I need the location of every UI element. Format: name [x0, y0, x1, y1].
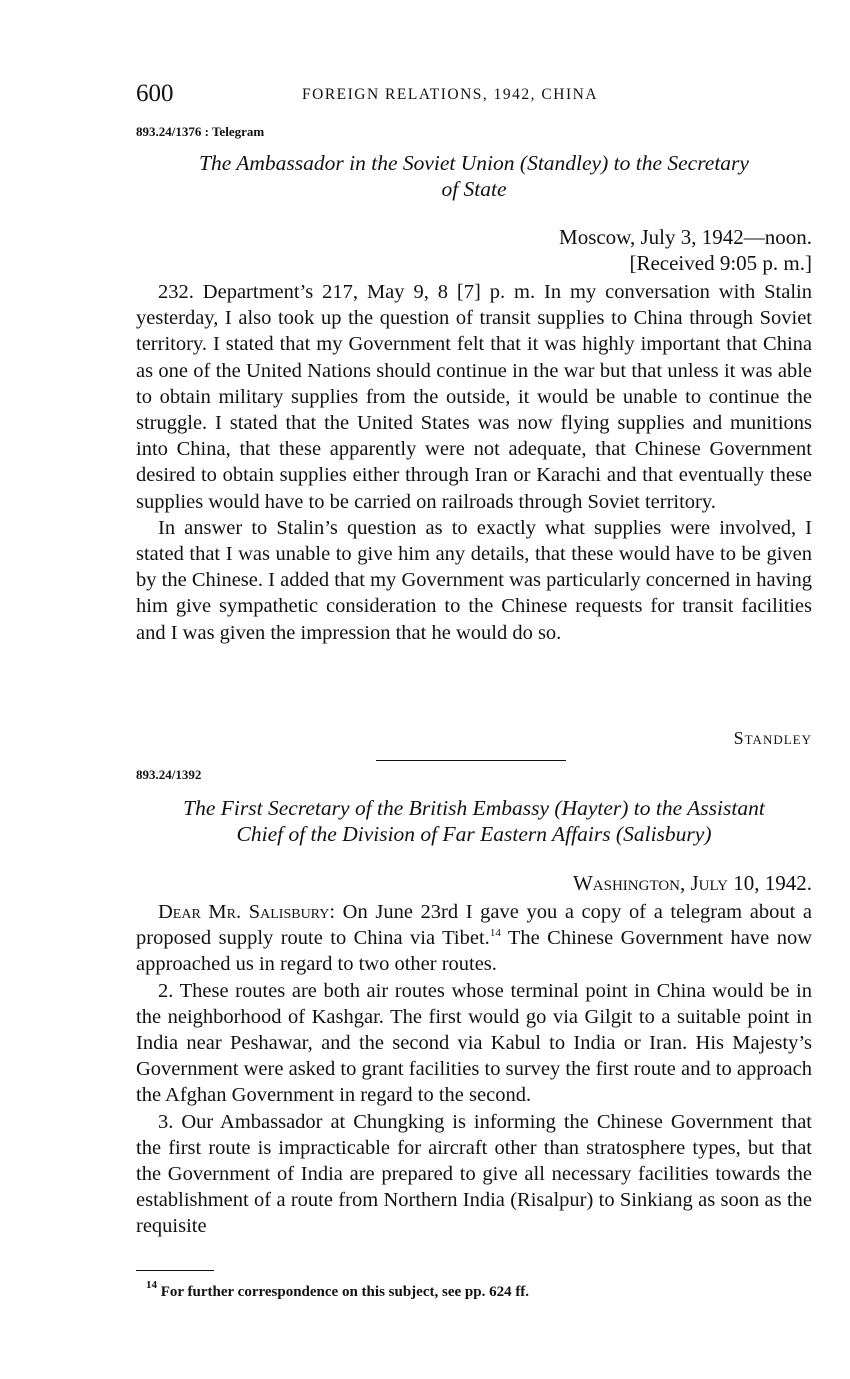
doc1-paragraph-2: In answer to Stalin’s question as to exactly what supplies were involved, I stated that I was unable to give him any details, that these would have to be given by the Chinese. I added that my Government was particularly concerned in having him give sympathetic consideration to the Chinese requests for transit facilities and I was given the impression that he would do so.: [136, 516, 812, 644]
footnote-reference: 14: [489, 927, 501, 940]
footnote-marker: 14: [146, 1279, 157, 1291]
salutation: Dear Mr. Salisbury:: [158, 901, 336, 923]
doc2-file-id: 893.24/1392: [136, 767, 202, 782]
running-head: [136, 80, 812, 110]
doc1-title-line2: of State: [441, 177, 507, 201]
doc2-body: [136, 899, 812, 1240]
doc1-dateline: Moscow, July 3, 1942—noon.: [559, 225, 812, 249]
doc2-title-line2: Chief of the Division of Far Eastern Affairs (Salisbury): [236, 822, 712, 846]
doc2-paragraph-1-text: On June 23rd I gave you a copy of a telegram about a proposed supply route to China via Tibet.: [136, 901, 812, 950]
page-number: 600: [136, 80, 174, 107]
doc2-paragraph-2: 2. These routes are both air routes whose terminal point in China would be in the neighborhood of Kashgar. The first would go via Gilgit to a suitable point in India near Peshawar, and the second via Kabul to India or Iran. His Majesty’s Government were asked to grant facilities to survey the first route and to approach the Afghan Government in regard to the second.: [136, 979, 812, 1107]
doc2-paragraph-3: 3. Our Ambassador at Chungking is informing the Chinese Government that the first route is impracticable for aircraft other than stratosphere types, but that the Government of India are prepared to give all necessary facilities towards the establishment of a route from Northern India (Risalpur) to Sinkiang as soon as the requisite: [136, 1110, 812, 1238]
doc1-file-id: 893.24/1376 : Telegram: [136, 124, 265, 139]
section-divider: [376, 760, 566, 761]
doc2-paragraph-1-tail: The Chinese Government have now approached us in regard to two other routes.: [136, 927, 812, 976]
doc1-signature: Standley: [733, 728, 812, 748]
footnote: [146, 1279, 530, 1302]
doc2-dateline: [573, 870, 812, 896]
running-head-title: FOREIGN RELATIONS, 1942, CHINA: [302, 86, 599, 103]
doc1-received: [Received 9:05 p. m.]: [629, 251, 812, 275]
doc2-dateline-text: Washington, July 10, 1942.: [572, 871, 812, 895]
doc1-paragraph-1: 232. Department’s 217, May 9, 8 [7] p. m. In my conversation with Stalin yesterday, I also took up the question of transit supplies to China through Soviet territory. I stated that my Government felt that it was highly important that China as one of the United Nations should continue in the war but that unless it was able to obtain military supplies from the outside, it would be unable to continue the struggle. I stated that the United States was now flying supplies and munitions into China, that these apparently were not adequate, that Chinese Government desired to obtain supplies either through Iran or Karachi and that eventually these supplies would have to be carried on railroads through Soviet territory.: [136, 281, 812, 513]
footnote-text: For further correspondence on this subject, see pp. 624 ff.: [157, 1284, 530, 1300]
doc1-body: [136, 279, 812, 646]
doc1-title-line1: The Ambassador in the Soviet Union (Standley) to the Secretary: [199, 151, 749, 175]
doc2-title-line1: The First Secretary of the British Embassy (Hayter) to the Assistant: [183, 796, 765, 820]
footnote-divider: [136, 1270, 214, 1271]
doc2-paragraph-1: [136, 899, 812, 978]
